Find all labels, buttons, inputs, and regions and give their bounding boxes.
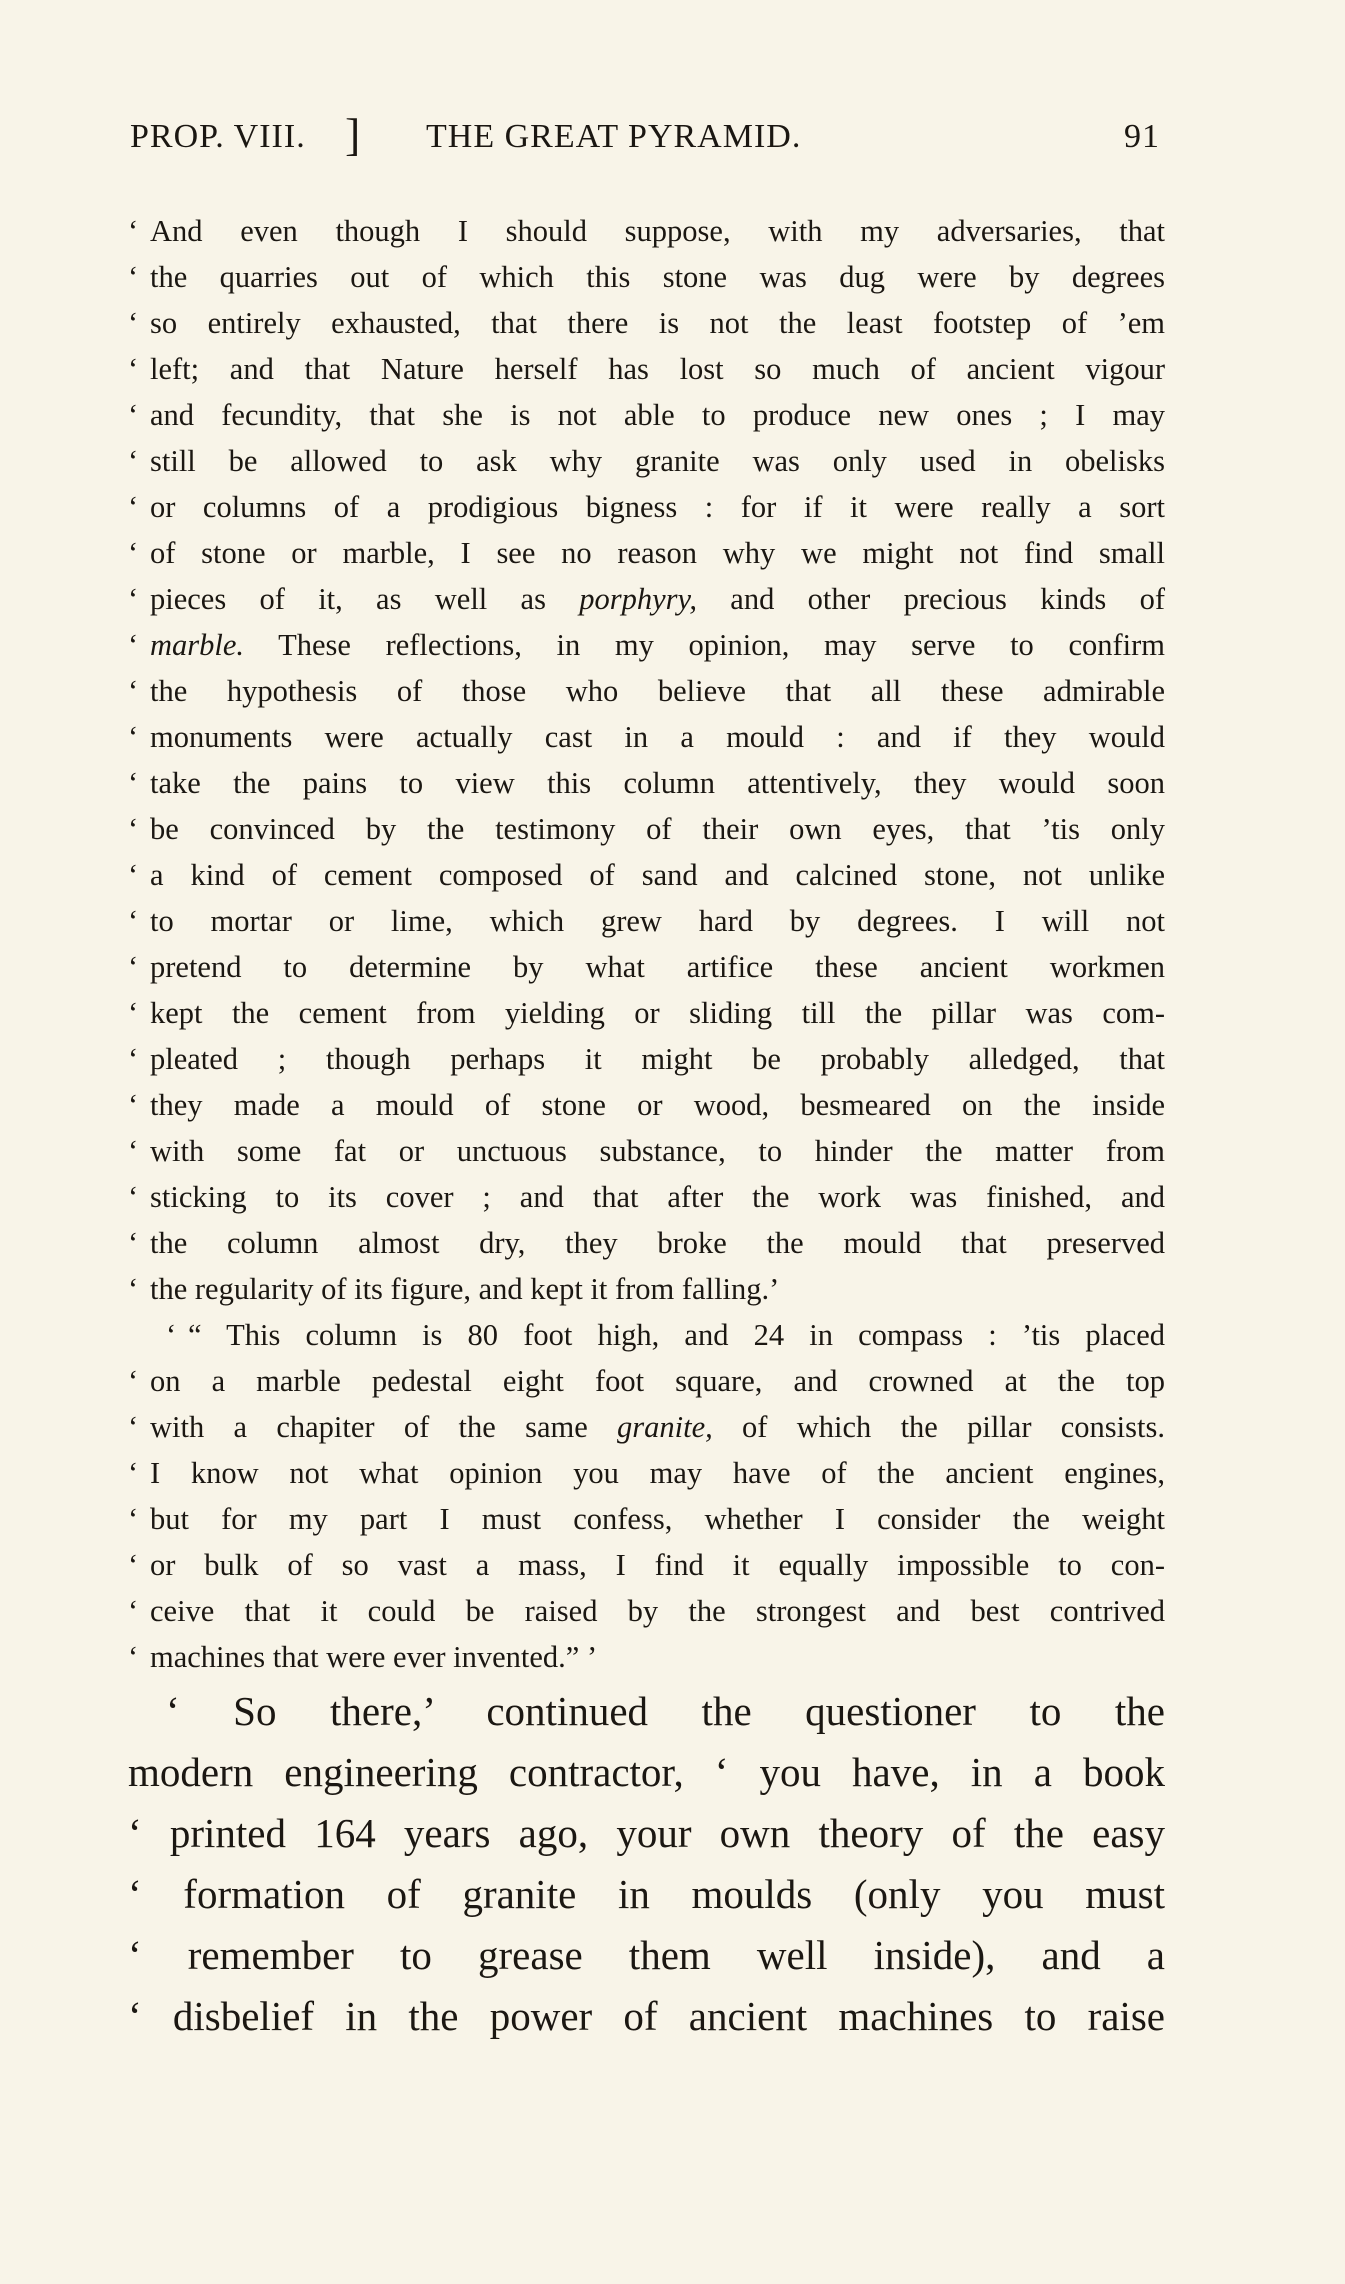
open-quote-mark: ‘ — [128, 904, 139, 938]
quote-line-text: I know not what opinion you may have of the ancient engines, — [150, 1456, 1165, 1490]
body-line: ‘ So there,’ continued the questioner to the — [166, 1688, 1165, 1734]
open-quote-mark: ‘ — [128, 1272, 139, 1306]
quote-line-text: so entirely exhausted, that there is not the least footstep of ’em — [150, 306, 1165, 340]
open-quote-mark: ‘ — [128, 306, 139, 340]
italic-term: granite, — [617, 1410, 713, 1444]
quote-line-text: with a chapiter of the same — [150, 1410, 618, 1444]
quote-line — [128, 300, 1165, 346]
open-quote-mark: ‘ — [128, 1594, 139, 1628]
open-quote-mark: ‘ — [128, 1456, 139, 1490]
quote-line — [128, 1174, 1165, 1220]
open-quote-mark: ‘ — [128, 1410, 139, 1444]
open-quote-mark: ‘ — [128, 858, 139, 892]
quote-line-text: of which the pillar consists. — [712, 1410, 1165, 1444]
quote-line-text: still be allowed to ask why granite was only used in obelisks — [150, 444, 1165, 478]
quote-line-text: These reflections, in my opinion, may serve to confirm — [244, 628, 1165, 662]
open-quote-mark: ‘ — [128, 214, 139, 248]
quote-line — [128, 990, 1165, 1036]
quote-line — [128, 1450, 1165, 1496]
quote-line-text: a kind of cement composed of sand and calcined stone, not unlike — [150, 858, 1165, 892]
quote-line-text: and fecundity, that she is not able to produce new ones ; I may — [150, 398, 1165, 432]
quoted-passage — [128, 208, 1165, 1680]
open-quote-mark: ‘ — [128, 674, 139, 708]
quote-line — [128, 760, 1165, 806]
quote-line-text: And even though I should suppose, with my adversaries, that — [150, 214, 1165, 248]
italic-term: marble. — [150, 628, 245, 662]
quote-line-text: to mortar or lime, which grew hard by degrees. I will not — [150, 904, 1165, 938]
quote-line — [128, 622, 1165, 668]
quote-line — [128, 1542, 1165, 1588]
quote-line-text: with some fat or unctuous substance, to hinder the matter from — [150, 1134, 1165, 1168]
quote-line — [128, 1312, 1165, 1358]
quote-line — [128, 1358, 1165, 1404]
open-quote-mark: ‘ — [128, 1134, 139, 1168]
quote-line-text: left; and that Nature herself has lost so much of ancient vigour — [150, 352, 1165, 386]
open-quote-mark: ‘ — [128, 536, 139, 570]
open-quote-mark: ‘ — [166, 1318, 177, 1352]
open-quote-mark: ‘ — [128, 812, 139, 846]
open-quote-mark: ‘ — [128, 1502, 139, 1536]
quote-line — [128, 254, 1165, 300]
open-quote-mark: ‘ — [128, 490, 139, 524]
open-quote-mark: ‘ — [128, 1226, 139, 1260]
open-quote-mark: ‘ — [128, 996, 139, 1030]
quote-line-text: sticking to its cover ; and that after the work was finished, and — [150, 1180, 1165, 1214]
quote-line-text: kept the cement from yielding or sliding till the pillar was com- — [150, 996, 1165, 1030]
quote-line-text: the quarries out of which this stone was dug were by degrees — [150, 260, 1165, 294]
quote-line-text: take the pains to view this column attentively, they would soon — [150, 766, 1165, 800]
quote-line-text: and other precious kinds of — [697, 582, 1165, 616]
open-quote-mark: ‘ — [128, 1180, 139, 1214]
quote-line — [128, 438, 1165, 484]
quote-line — [128, 346, 1165, 392]
open-quote-mark: ‘ — [128, 1640, 139, 1674]
quote-line — [128, 1036, 1165, 1082]
proposition-label: PROP. VIII. — [130, 118, 306, 155]
quote-line — [128, 392, 1165, 438]
open-quote-mark: ‘ — [128, 1364, 139, 1398]
open-quote-mark: ‘ — [128, 1088, 139, 1122]
quote-line-text: of stone or marble, I see no reason why we might not find small — [150, 536, 1165, 570]
quote-line — [128, 898, 1165, 944]
quote-line — [128, 1128, 1165, 1174]
quote-line-text: be convinced by the testimony of their own eyes, that ’tis only — [150, 812, 1165, 846]
open-quote-mark: ‘ — [128, 352, 139, 386]
quote-line-text: or columns of a prodigious bigness : for if it were really a sort — [150, 490, 1165, 524]
open-quote-mark: ‘ — [128, 398, 139, 432]
open-quote-mark: ‘ — [128, 582, 139, 616]
open-quote-mark: ‘ — [128, 766, 139, 800]
quote-line-text: pleated ; though perhaps it might be probably alledged, that — [150, 1042, 1165, 1076]
quote-line-text: they made a mould of stone or wood, besmeared on the inside — [150, 1088, 1165, 1122]
quote-line-text: ceive that it could be raised by the strongest and best contrived — [150, 1594, 1165, 1628]
open-quote-mark: ‘ — [128, 1548, 139, 1582]
running-header — [130, 109, 1160, 178]
quote-line — [128, 1404, 1165, 1450]
body-line: modern engineering contractor, ‘ you have, in a book — [128, 1749, 1165, 1795]
body-line: ‘ formation of granite in moulds (only you must — [128, 1871, 1165, 1917]
quote-line-text: “ This column is 80 foot high, and 24 in compass : ’tis placed — [188, 1318, 1165, 1352]
quote-line-text: on a marble pedestal eight foot square, and crowned at the top — [150, 1364, 1165, 1398]
quote-line-text: the regularity of its figure, and kept it from falling.’ — [150, 1272, 780, 1306]
quote-line — [128, 806, 1165, 852]
quote-line — [128, 944, 1165, 990]
body-paragraph — [128, 1681, 1165, 2047]
open-quote-mark: ‘ — [128, 628, 139, 662]
body-line: ‘ disbelief in the power of ancient machines to raise — [128, 1993, 1165, 2039]
quote-line — [128, 852, 1165, 898]
quote-line — [128, 484, 1165, 530]
quote-line — [128, 1082, 1165, 1128]
header-bracket: ] — [345, 109, 362, 160]
page-title: THE GREAT PYRAMID. — [426, 118, 802, 155]
quote-line-text: the column almost dry, they broke the mould that preserved — [150, 1226, 1165, 1260]
quote-line-text: monuments were actually cast in a mould : and if they would — [150, 720, 1165, 754]
quote-line — [128, 1220, 1165, 1266]
quote-line — [128, 530, 1165, 576]
quote-line — [128, 1496, 1165, 1542]
quote-line — [128, 1266, 1165, 1312]
open-quote-mark: ‘ — [128, 720, 139, 754]
open-quote-mark: ‘ — [128, 444, 139, 478]
quote-line-text: pieces of it, as well as — [150, 582, 580, 616]
italic-term: porphyry, — [579, 582, 698, 616]
quote-line — [128, 668, 1165, 714]
quote-line-text: or bulk of so vast a mass, I find it equally impossible to con- — [150, 1548, 1165, 1582]
quote-line — [128, 1634, 1165, 1680]
body-line: ‘ printed 164 years ago, your own theory of the easy — [128, 1810, 1165, 1856]
quote-line-text: machines that were ever invented.” ’ — [150, 1640, 598, 1674]
quote-line-text: the hypothesis of those who believe that all these admirable — [150, 674, 1165, 708]
quote-line — [128, 714, 1165, 760]
open-quote-mark: ‘ — [128, 1042, 139, 1076]
quote-line — [128, 576, 1165, 622]
open-quote-mark: ‘ — [128, 950, 139, 984]
page-number: 91 — [1124, 118, 1160, 155]
body-line: ‘ remember to grease them well inside), and a — [128, 1932, 1165, 1978]
quote-line-text: but for my part I must confess, whether I consider the weight — [150, 1502, 1165, 1536]
quote-line — [128, 208, 1165, 254]
quote-line-text: pretend to determine by what artifice these ancient workmen — [150, 950, 1165, 984]
open-quote-mark: ‘ — [128, 260, 139, 294]
quote-line — [128, 1588, 1165, 1634]
